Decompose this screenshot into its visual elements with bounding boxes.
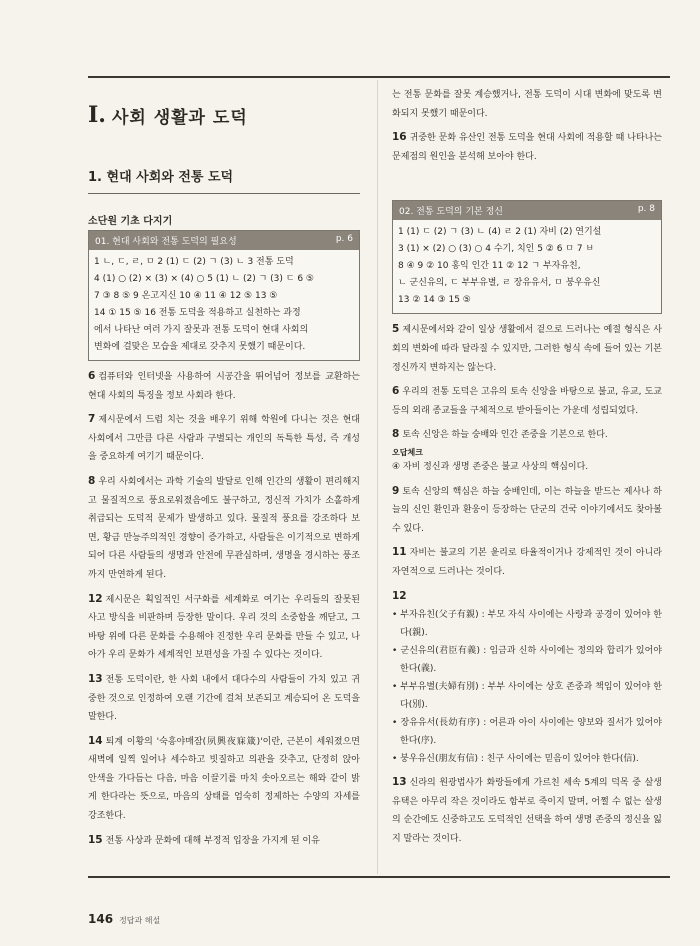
part-title: 사회 생활과 도덕 (111, 107, 248, 128)
question-number: 14 (88, 734, 103, 747)
explanation-paragraph (392, 382, 662, 420)
question-number: 13 (88, 672, 103, 685)
explanation-paragraph (392, 587, 662, 607)
bottom-rule (88, 876, 670, 878)
answer-line: 변화에 걸맞은 모습을 제대로 갖추지 못했기 때문이다. (94, 342, 306, 352)
part-number: Ⅰ. (88, 102, 106, 128)
answer-line: ㄴ 군신유의, ㄷ 부부유별, ㄹ 장유유서, ㅁ 붕우유신 (398, 278, 601, 289)
answer-box-2-body (393, 220, 661, 313)
explanation-paragraph (392, 425, 662, 445)
explanation-paragraph (88, 410, 360, 467)
explanation-paragraph (88, 472, 360, 585)
explanation-text: 퇴계 이황의 '숙흥야매잠(夙興夜寐箴)'이란, 근본이 세워졌으면 새벽에 일찍 일어나 세수하고 빗질하고 의관을 갖추고, 단정히 앉아 안색을 가다듬는 다음, 마음 이끌기를 마치 솟아오르는 해와 같이 밝게 한다라는 뜻으로, 마음의 상태를 엄숙히 정제하는 수양의 자세를 강조한다. (88, 736, 360, 822)
explanation-paragraph (392, 320, 662, 377)
question-number: 9 (392, 484, 400, 497)
answer-box-2-title: 02. 전통 도덕의 기본 정신 (399, 207, 504, 218)
explanation-paragraph (88, 831, 360, 851)
question-number: 6 (88, 370, 96, 382)
explanation-paragraph (392, 543, 662, 581)
part-heading (88, 94, 360, 136)
answer-box-2 (392, 200, 662, 314)
answer-line: 1 (1) ㄷ (2) ㄱ (3) ㄴ (4) ㄹ 2 (1) 자비 (2) 연기설 (398, 227, 602, 238)
question-number: 12 (392, 589, 407, 602)
answer-line: 1 ㄴ, ㄷ, ㄹ, ㅁ 2 (1) ㄷ (2) ㄱ (3) ㄴ 3 전통 도덕 (94, 257, 294, 267)
answer-line: 3 (1) × (2) ○ (3) ○ 4 수기, 치인 5 ② 6 ㅁ 7 ㅂ (398, 244, 595, 255)
explanation-paragraph (88, 590, 360, 665)
explanation-text: 제시문에서 드럼 치는 것을 배우기 위해 학원에 다니는 것은 현대 사회에서 그만큼 다른 사람과 구별되는 개인의 독특한 특성, 즉 개성을 중요하게 여기기 때문이다. (88, 415, 360, 463)
wrong-check-label: 오답체크 (392, 447, 423, 457)
page-footer (88, 912, 160, 926)
answer-line: 14 ① 15 ⑤ 16 전통 도덕을 적용하고 실천하는 과정 (94, 308, 301, 318)
answer-box-1-body (89, 250, 359, 360)
drill-title: 소단원 기초 다지기 (88, 216, 173, 227)
left-column (88, 78, 360, 850)
footer-label: 정답과 해설 (119, 916, 161, 925)
explanation-text: 토속 신앙의 핵심은 하늘 숭배인데, 이는 하늘을 받드는 제사나 하늘의 신인 환인과 환웅이 등장하는 단군의 건국 이야기에서도 찾아볼 수 있다. (392, 486, 662, 534)
explanation-text: 귀중한 문화 유산인 전통 도덕을 현대 사회에 적용할 때 나타나는 문제점의 원인을 분석해 보아야 한다. (392, 133, 662, 162)
explanation-text: 토속 신앙은 하늘 숭배와 인간 존중을 기본으로 한다. (402, 430, 608, 441)
continued-paragraph: 는 전통 문화를 잘못 계승했거나, 전통 도덕이 시대 변화에 맞도록 변화되지 못했기 때문이다. (392, 90, 662, 119)
column-divider (377, 80, 378, 874)
relation-bullet: • 군신유의(君臣有義) : 임금과 신하 사이에는 정의와 합리가 있어야 한다(義). (392, 646, 662, 675)
explanation-paragraph (88, 732, 360, 826)
answer-line: 에서 나타난 여러 가지 잘못과 전통 도덕이 현대 사회의 (94, 325, 309, 335)
answer-line: 7 ③ 8 ⑤ 9 온고지신 10 ④ 11 ④ 12 ⑤ 13 ⑤ (94, 291, 278, 301)
answer-line: 8 ④ 9 ② 10 홍익 인간 11 ② 12 ㄱ 부자유친, (398, 261, 581, 272)
explanation-paragraph (392, 128, 662, 166)
explanation-paragraph (88, 367, 360, 405)
page-number: 146 (88, 912, 114, 926)
answer-box-1-title: 01. 현대 사회와 전통 도덕의 필요성 (95, 237, 237, 247)
explanation-text: 우리 사회에서는 과학 기술의 발달로 인해 인간의 생활이 편리해지고 물질적으로 풍요로워졌음에도 불구하고, 정신적 가치가 소홀하게 취급되는 도덕적 문제가 발생하고 있다. 물질적 풍요를 강조하다 보면, 황금 만능주의적인 경향이 증가하고, 사람들은 이기적으로 변하게 되어 다른 사람들의 생명과 안전에 무관심하며, 생명을 경시하는 풍조까지 만연하게 된다. (88, 476, 360, 580)
answer-box-1-page: p. 6 (335, 234, 353, 244)
wrong-check-text: ④ 자비 정신과 생명 존중은 불교 사상의 핵심이다. (392, 461, 589, 472)
answer-box-1 (88, 230, 360, 361)
explanation-text: 컴퓨터와 인터넷을 사용하여 시공간을 뛰어넘어 정보를 교환하는 현대 사회의 특징을 정보 사회라 한다. (88, 372, 360, 401)
explanation-text: 제시문은 획일적인 서구화를 세계화로 여기는 우리들의 잘못된 사고 방식을 비판하며 등장한 말이다. 우리 것의 소중함을 깨닫고, 그 바탕 위에 다른 문화를 수용해야 진정한 우리 문화를 만들 수 있고, 나아가 우리 문화가 세계적인 보편성을 가질 수 있다는 것이다. (88, 594, 360, 661)
section-title: 1. 현대 사회와 전통 도덕 (88, 166, 360, 194)
question-number: 13 (392, 776, 407, 789)
question-number: 8 (392, 428, 400, 441)
question-number: 8 (88, 474, 96, 487)
answer-box-2-header (393, 201, 661, 220)
explanation-paragraph (392, 482, 662, 539)
right-column (392, 78, 662, 848)
answer-box-2-page: p. 8 (637, 204, 655, 215)
question-number: 16 (392, 131, 407, 144)
answer-box-1-header (89, 231, 359, 250)
explanation-text: 자비는 불교의 기본 윤리로 타율적이거나 강제적인 것이 아니라 자연적으로 드러나는 것이다. (392, 548, 662, 577)
explanation-paragraph (88, 670, 360, 727)
answer-line: 13 ② 14 ③ 15 ⑤ (398, 295, 471, 306)
explanation-text: 전통 사상과 문화에 대해 부정적 입장을 가지게 된 이유 (105, 835, 320, 846)
answer-line: 4 (1) ○ (2) × (3) × (4) ○ 5 (1) ㄴ (2) ㄱ (3) ㄷ 6 ⑤ (94, 274, 314, 284)
relation-bullet: • 부자유친(父子有親) : 부모 자식 사이에는 사랑과 공경이 있어야 한다(親). (392, 610, 662, 639)
question-number: 7 (88, 413, 96, 426)
question-number: 11 (392, 546, 407, 559)
question-number: 15 (88, 833, 103, 846)
relation-bullet: • 장유유서(長幼有序) : 어른과 아이 사이에는 양보와 질서가 있어야 한다(序). (392, 718, 662, 747)
relation-bullet: • 부부유별(夫婦有別) : 부부 사이에는 상호 존중과 책임이 있어야 한다(別). (392, 682, 662, 711)
question-number: 12 (88, 592, 103, 605)
explanation-text: 제시문에서와 같이 일상 생활에서 겉으로 드러나는 예절 형식은 사회의 변화에 따라 달라질 수 있지만, 그러한 형식 속에 들어 있는 기본 정신까지 변하지는 않는다. (392, 325, 662, 373)
explanation-text: 우리의 전통 도덕은 고유의 토속 신앙을 바탕으로 불교, 유교, 도교 등의 외래 종교들을 구체적으로 받아들이는 가운데 성립되었다. (392, 387, 662, 416)
explanation-paragraph (392, 773, 662, 848)
question-number: 6 (392, 385, 400, 398)
relation-bullet: • 붕우유신(朋友有信) : 친구 사이에는 믿음이 있어야 한다(信). (392, 754, 639, 765)
explanation-text: 전통 도덕이란, 한 사회 내에서 대다수의 사람들이 가치 있고 귀중한 것으로 인정하여 오랜 기간에 걸쳐 보존되고 계승되어 온 도덕을 말한다. (88, 674, 360, 723)
question-number: 5 (392, 323, 400, 336)
explanation-text: 신라의 원광법사가 화랑들에게 가르친 세속 5계의 덕목 중 살생유택은 아무리 작은 것이라도 함부로 죽이지 말며, 어쩔 수 없는 살생의 순간에도 신중하고도 도덕적인 선택을 하여 생명 존중의 정신을 잃지 말라는 것이다. (392, 778, 662, 844)
